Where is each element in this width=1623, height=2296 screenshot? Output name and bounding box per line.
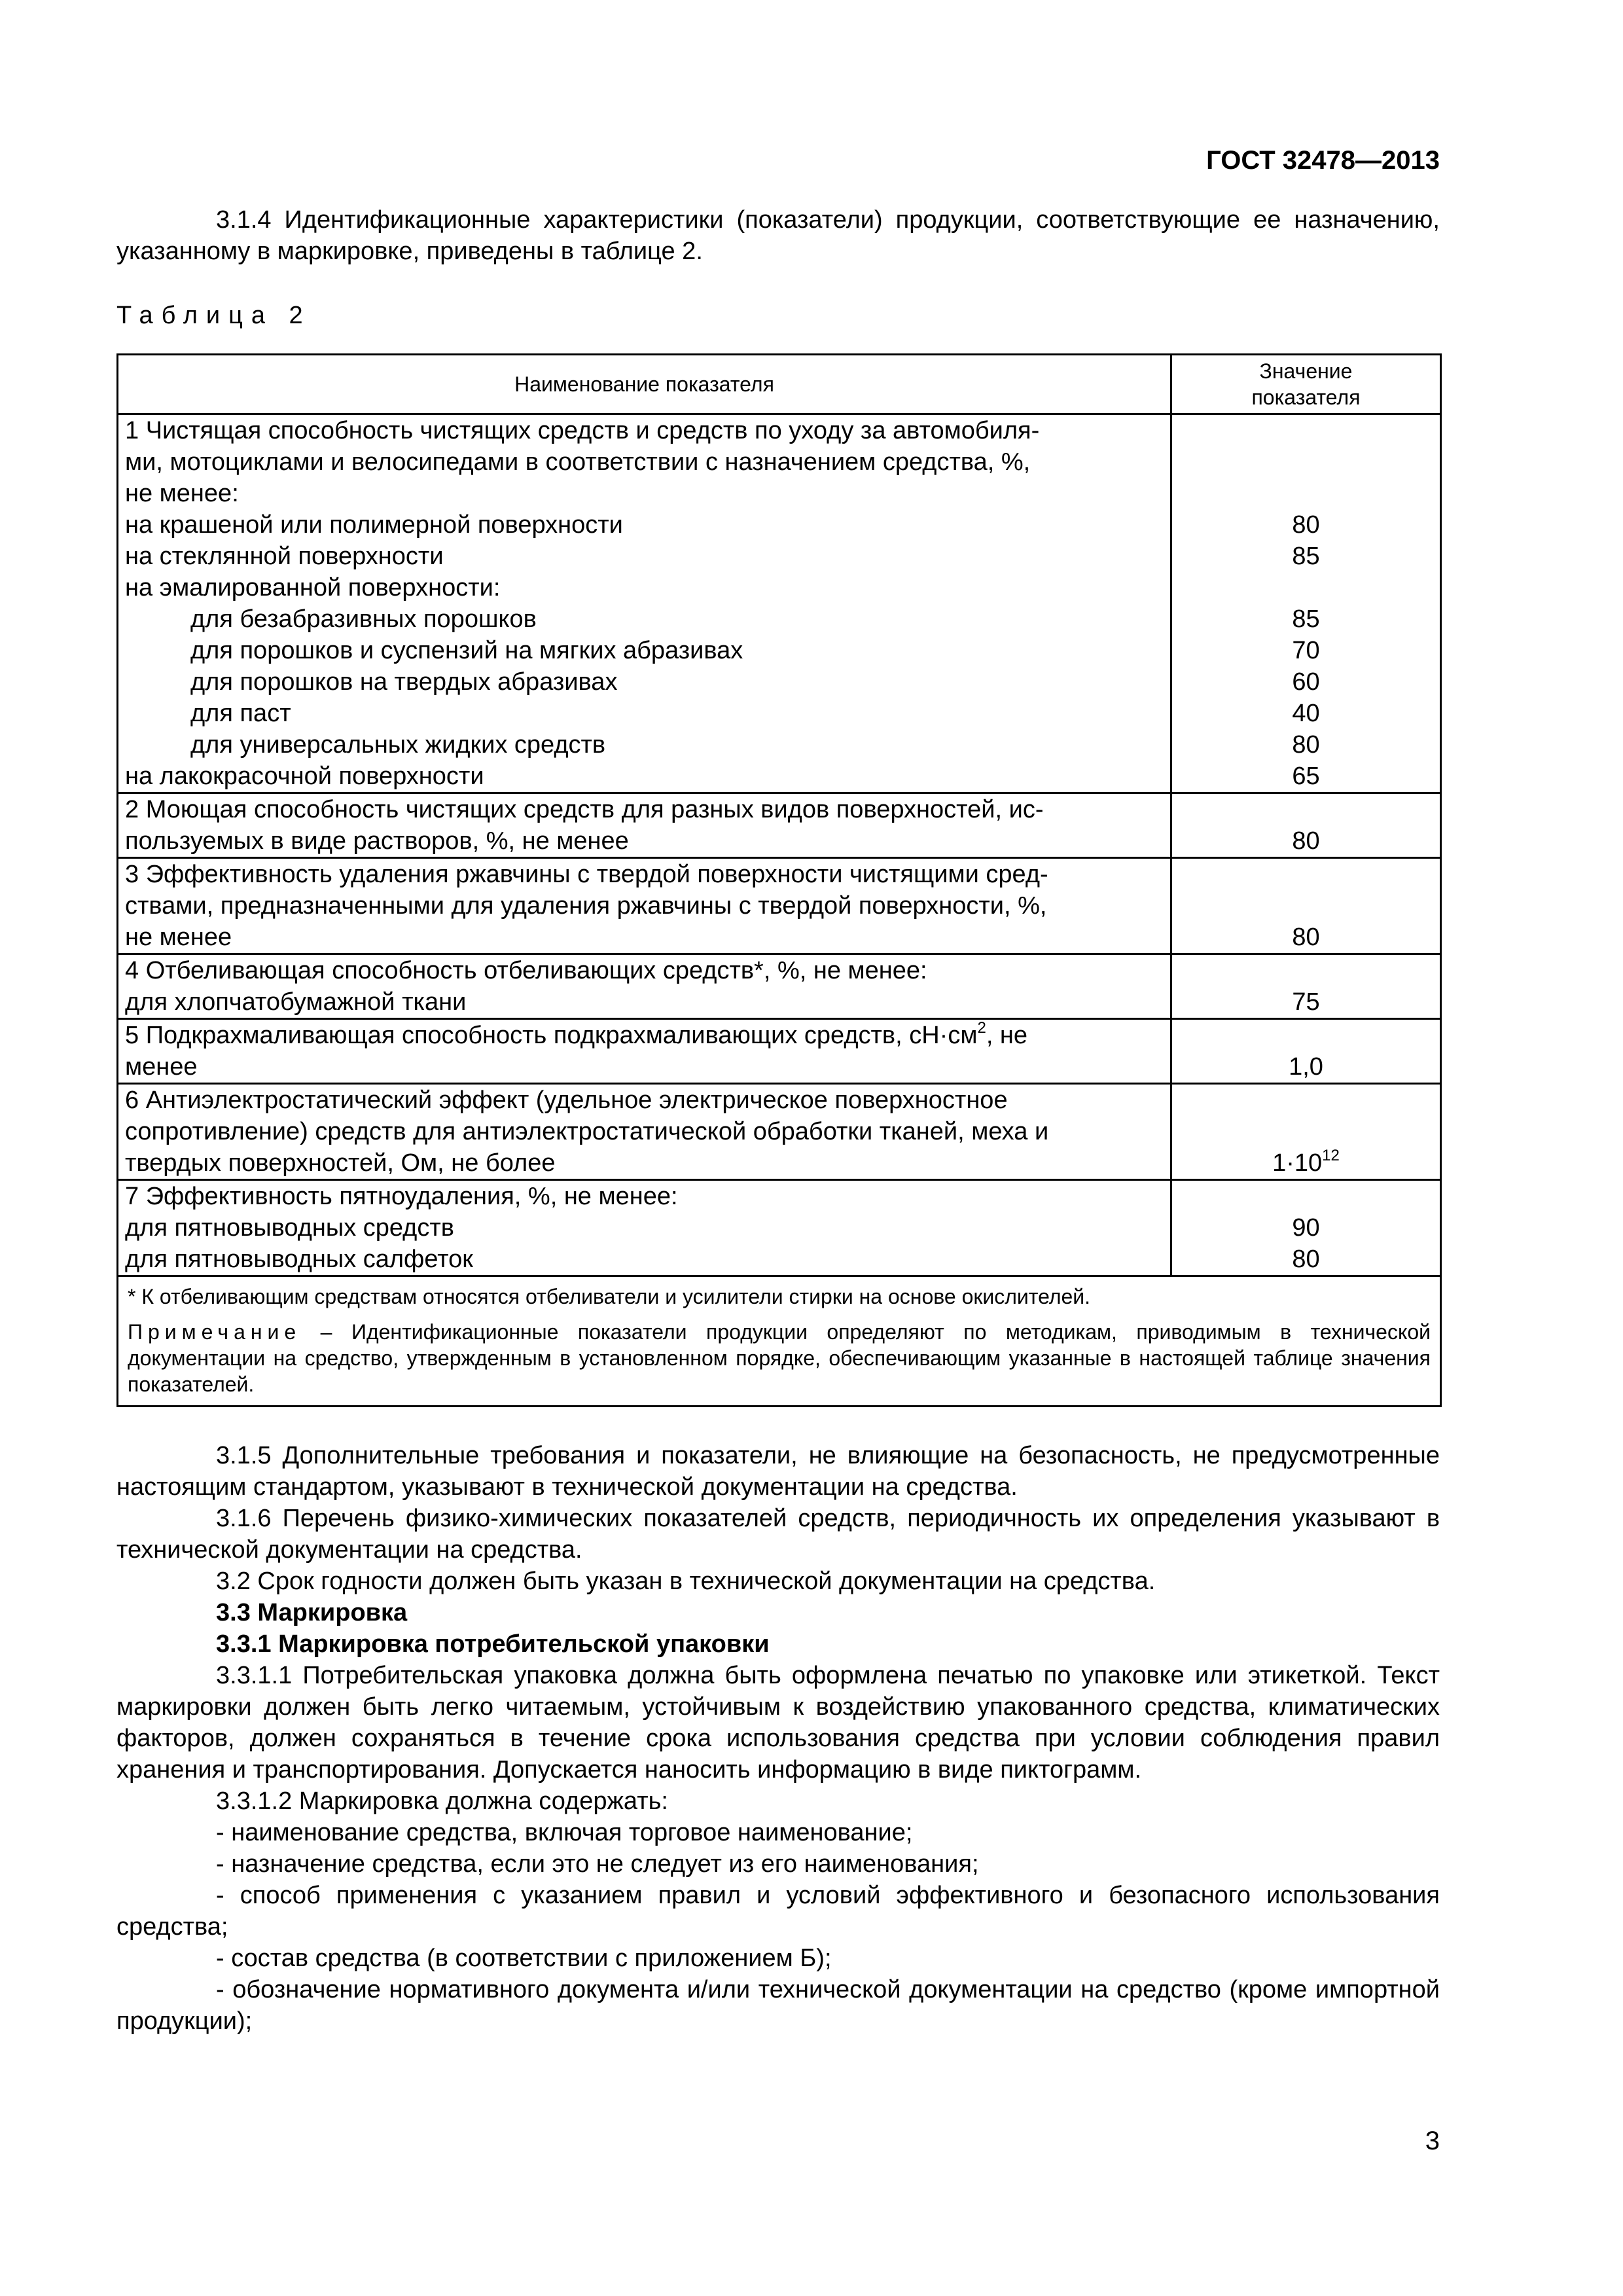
table-notes	[118, 1276, 1441, 1407]
indicator-name-line: 2 Моющая способность чистящих средств для разных видов поверхностей, ис-	[125, 796, 1044, 823]
value-spacer	[1176, 1020, 1436, 1051]
indicator-value	[1176, 794, 1436, 825]
indicator-value-cell	[1171, 1180, 1441, 1276]
indicator-value	[1176, 415, 1436, 446]
table-row	[118, 1019, 1441, 1084]
indicator-name-cell	[118, 414, 1171, 793]
indicator-value: 80	[1292, 731, 1320, 759]
table-row	[118, 858, 1441, 954]
indicator-name-line: не менее:	[125, 480, 239, 507]
indicators-table	[116, 353, 1442, 1407]
indicator-name-line: для порошков и суспензий на мягких абразивах	[190, 637, 743, 664]
indicator-name-line: для паст	[190, 700, 291, 727]
indicator-value-cell	[1171, 954, 1441, 1019]
indicator-name-cell	[118, 793, 1171, 858]
list-item: - обозначение нормативного документа и/или технической документации на средство (кроме импортной продукции);	[116, 1976, 1440, 2035]
indicator-value: 85	[1292, 605, 1320, 633]
indicator-value: 85	[1292, 543, 1320, 570]
value-exponent: 12	[1322, 1147, 1340, 1164]
indicator-name-line: на стеклянной поверхности	[125, 543, 444, 570]
indicator-name-line: для универсальных жидких средств	[190, 731, 606, 759]
indicator-value	[1176, 478, 1436, 509]
document-code: ГОСТ 32478—2013	[1206, 146, 1440, 175]
indicator-name-cell	[118, 858, 1171, 954]
indicator-value-cell	[1171, 1084, 1441, 1180]
value-base: 1·10	[1272, 1149, 1323, 1177]
indicator-name-cell	[118, 1019, 1171, 1084]
indicator-name-line: сопротивление) средств для антиэлектростатической обработки тканей, меха и	[125, 1118, 1049, 1145]
table-footnote: * К отбеливающим средствам относятся отбеливатели и усилители стирки на основе окислителей.	[128, 1285, 1091, 1308]
indicator-name-line: 3 Эффективность удаления ржавчины с твердой поверхности чистящими сред-	[125, 861, 1048, 888]
table-row	[118, 954, 1441, 1019]
indicator-value	[1176, 1147, 1436, 1179]
indicator-name-line: 6 Антиэлектростатический эффект (удельное электрическое поверхностное	[125, 1086, 1008, 1114]
indicator-name-cell	[118, 1084, 1171, 1180]
indicator-name-cell	[118, 1180, 1171, 1276]
indicator-value: 90	[1292, 1214, 1320, 1242]
table-row	[118, 1084, 1441, 1180]
indicator-value: 1,0	[1289, 1053, 1323, 1081]
indicator-name-line: пользуемых в виде растворов, %, не менее	[125, 827, 629, 855]
indicator-name-line	[125, 1020, 1164, 1051]
indicator-value: 80	[1292, 511, 1320, 539]
list-item: - состав средства (в соответствии с приложением Б);	[216, 1945, 832, 1972]
indicator-value: 80	[1292, 1246, 1320, 1273]
indicator-value	[1176, 955, 1436, 986]
indicator-name-line: для пятновыводных салфеток	[125, 1246, 473, 1273]
indicator-value: 60	[1292, 668, 1320, 696]
col-header-value-line-1: Значение	[1259, 359, 1353, 383]
indicator-value: 80	[1292, 827, 1320, 855]
indicator-name-line: для безабразивных порошков	[190, 605, 537, 633]
document-page	[116, 144, 1440, 2037]
col-header-value	[1171, 355, 1441, 414]
indicator-name-line: 1 Чистящая способность чистящих средств и средств по уходу за автомобиля-	[125, 417, 1040, 444]
indicator-name-line: для пятновыводных средств	[125, 1214, 454, 1242]
paragraph-3-2: 3.2 Срок годности должен быть указан в технической документации на средства.	[216, 1568, 1156, 1595]
indicator-name-line: менее	[125, 1053, 198, 1081]
table-row	[118, 793, 1441, 858]
indicator-name-line: на лакокрасочной поверхности	[125, 762, 484, 790]
heading-3-3-1: 3.3.1 Маркировка потребительской упаковки	[216, 1630, 770, 1658]
table-notes-row	[118, 1276, 1441, 1407]
indicator-name-line: твердых поверхностей, Ом, не более	[125, 1149, 556, 1177]
indicator-name-text: 5 Подкрахмаливающая способность подкрахмаливающих средств, сН·см	[125, 1022, 978, 1049]
col-header-name: Наименование показателя	[118, 355, 1171, 414]
indicator-name-line: для порошков на твердых абразивах	[190, 668, 618, 696]
indicator-name-line: 4 Отбеливающая способность отбеливающих средств*, %, не менее:	[125, 957, 927, 984]
indicator-value	[1176, 859, 1436, 890]
indicator-value	[1176, 1181, 1436, 1212]
indicator-value: 70	[1292, 637, 1320, 664]
indicator-value: 40	[1292, 700, 1320, 727]
list-item: - наименование средства, включая торговое наименование;	[216, 1819, 913, 1846]
indicator-name-text: , не	[986, 1022, 1028, 1049]
indicator-value: 65	[1292, 762, 1320, 790]
col-header-value-line-2: показателя	[1251, 386, 1361, 409]
paragraph-3-3-1-2: 3.3.1.2 Маркировка должна содержать:	[216, 1787, 668, 1815]
unit-exponent: 2	[977, 1019, 986, 1037]
indicator-value-cell	[1171, 858, 1441, 954]
indicator-value: 75	[1292, 988, 1320, 1016]
indicator-value-cell	[1171, 414, 1441, 793]
body-text	[116, 1440, 1440, 2037]
indicator-name-cell	[118, 954, 1171, 1019]
indicator-value	[1176, 572, 1436, 603]
heading-3-3: 3.3 Маркировка	[216, 1599, 408, 1626]
table-row	[118, 414, 1441, 793]
indicator-name-line: ствами, предназначенными для удаления ржавчины с твердой поверхности, %,	[125, 892, 1047, 920]
list-item: - способ применения с указанием правил и условий эффективного и безопасного использования средства;	[116, 1882, 1440, 1941]
indicator-value	[1176, 446, 1436, 478]
paragraph-3-1-5: 3.1.5 Дополнительные требования и показатели, не влияющие на безопасность, не предусмотренные настоящим стандартом, указывают в технической документации на средства.	[116, 1442, 1440, 1501]
indicator-value: 80	[1292, 924, 1320, 951]
indicator-name-line: для хлопчатобумажной ткани	[125, 988, 467, 1016]
note-text: – Идентификационные показатели продукции определяют по методикам, приводимым в технической документации на средство, утвержденным в установленном порядке, обеспечивающим указанные в настоящей таблице значения показателей.	[128, 1320, 1431, 1396]
value-spacer	[1176, 1085, 1436, 1116]
list-item: - назначение средства, если это не следует из его наименования;	[216, 1850, 979, 1878]
marking-list	[116, 1817, 1440, 2037]
table-caption: Таблица 2	[116, 302, 312, 329]
note-label: Примечание	[128, 1320, 302, 1344]
indicator-name-line: ми, мотоциклами и велосипедами в соответствии с назначением средства, %,	[125, 448, 1031, 476]
paragraph-3-1-4: 3.1.4 Идентификационные характеристики (показатели) продукции, соответствующие ее назначению, указанному в маркировке, приведены в таблице 2.	[116, 206, 1440, 265]
indicator-name-line: не менее	[125, 924, 232, 951]
paragraph-3-1-6: 3.1.6 Перечень физико-химических показателей средств, периодичность их определения указывают в технической документации на средства.	[116, 1505, 1440, 1564]
indicator-value	[1176, 890, 1436, 922]
indicator-name-line: на эмалированной поверхности:	[125, 574, 501, 601]
indicator-value-cell	[1171, 1019, 1441, 1084]
table-header-row	[118, 355, 1441, 414]
indicator-name-line: на крашеной или полимерной поверхности	[125, 511, 623, 539]
page-number: 3	[1425, 2126, 1440, 2155]
value-spacer	[1176, 1116, 1436, 1147]
indicator-name-line: 7 Эффективность пятноудаления, %, не менее:	[125, 1183, 678, 1210]
table-row	[118, 1180, 1441, 1276]
paragraph-3-3-1-1: 3.3.1.1 Потребительская упаковка должна быть оформлена печатью по упаковке или этикеткой. Текст маркировки должен быть легко читаемым, устойчивым к воздействию упакованного средства, климатических факторов, должен сохраняться в течение срока использования средства при условии соблюдения правил хранения и транспортирования. Допускается наносить информацию в виде пиктограмм.	[116, 1662, 1440, 1784]
table-note	[128, 1319, 1431, 1397]
indicator-value-cell	[1171, 793, 1441, 858]
